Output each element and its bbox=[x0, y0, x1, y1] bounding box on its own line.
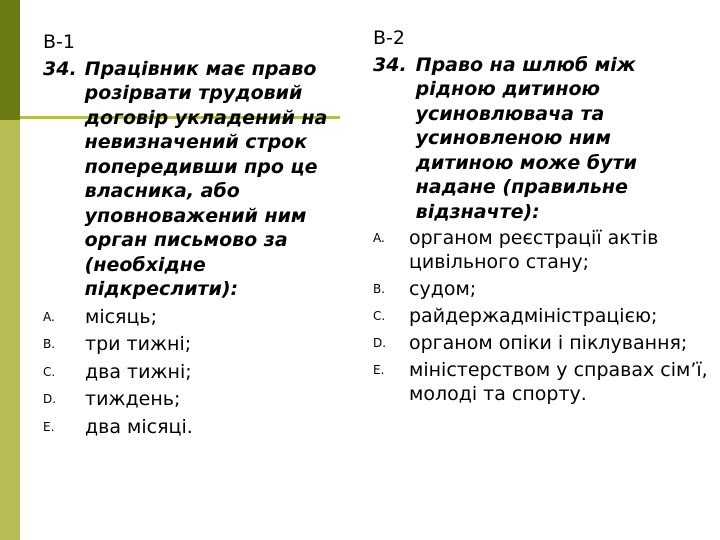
question-1-number: 34. bbox=[43, 57, 77, 80]
decor-bar-light bbox=[0, 120, 20, 540]
option-b[interactable] bbox=[43, 331, 353, 359]
question-2 bbox=[373, 53, 713, 225]
option-text: два тижні; bbox=[85, 360, 192, 383]
variant-1-column bbox=[43, 30, 353, 441]
question-1-text: Працівник має право розірвати трудовий договір укладений на невизначений строк попередивши про це власника, або уповноважений ним орган письмово за (необхідне підкреслити): bbox=[84, 57, 328, 300]
option-letter: A. bbox=[373, 231, 385, 245]
question-2-number: 34. bbox=[373, 53, 407, 76]
option-b[interactable] bbox=[373, 277, 713, 301]
option-text: два місяці. bbox=[85, 415, 193, 438]
option-letter: E. bbox=[43, 419, 55, 434]
option-c[interactable] bbox=[43, 359, 353, 387]
option-d[interactable] bbox=[43, 386, 353, 414]
option-a[interactable] bbox=[373, 226, 713, 274]
option-text: судом; bbox=[409, 278, 477, 300]
option-e[interactable] bbox=[43, 414, 353, 442]
option-letter: E. bbox=[373, 363, 385, 377]
option-letter: C. bbox=[373, 309, 386, 323]
option-text: міністерством у справах сім’ї, молоді та спорту. bbox=[409, 359, 708, 405]
question-1 bbox=[43, 57, 353, 302]
option-letter: A. bbox=[43, 309, 55, 324]
option-text: три тижні; bbox=[85, 333, 192, 355]
option-d[interactable] bbox=[373, 331, 713, 355]
option-letter: B. bbox=[43, 337, 56, 351]
option-letter: B. bbox=[373, 282, 386, 296]
option-text: тиждень; bbox=[85, 388, 181, 410]
variant-2-title: В-2 bbox=[373, 27, 405, 49]
option-letter: D. bbox=[43, 392, 57, 406]
option-letter: C. bbox=[43, 364, 56, 379]
option-text: органом реєстрації актів цивільного стану; bbox=[409, 227, 659, 273]
option-text: органом опіки і піклування; bbox=[409, 332, 688, 354]
option-a[interactable] bbox=[43, 304, 353, 332]
decor-bar-dark bbox=[0, 0, 20, 120]
option-text: місяць; bbox=[85, 305, 158, 328]
option-e[interactable] bbox=[373, 358, 713, 406]
option-text: райдержадміністрацією; bbox=[409, 305, 658, 327]
option-letter: D. bbox=[373, 336, 387, 350]
question-2-text: Право на шлюб між рідною дитиною усиновлювача та усиновленою ним дитиною може бути надане (правильне відзначте): bbox=[415, 53, 637, 223]
variant-2-column bbox=[373, 26, 713, 409]
variant-1-title: В-1 bbox=[43, 31, 75, 53]
option-c[interactable] bbox=[373, 304, 713, 328]
